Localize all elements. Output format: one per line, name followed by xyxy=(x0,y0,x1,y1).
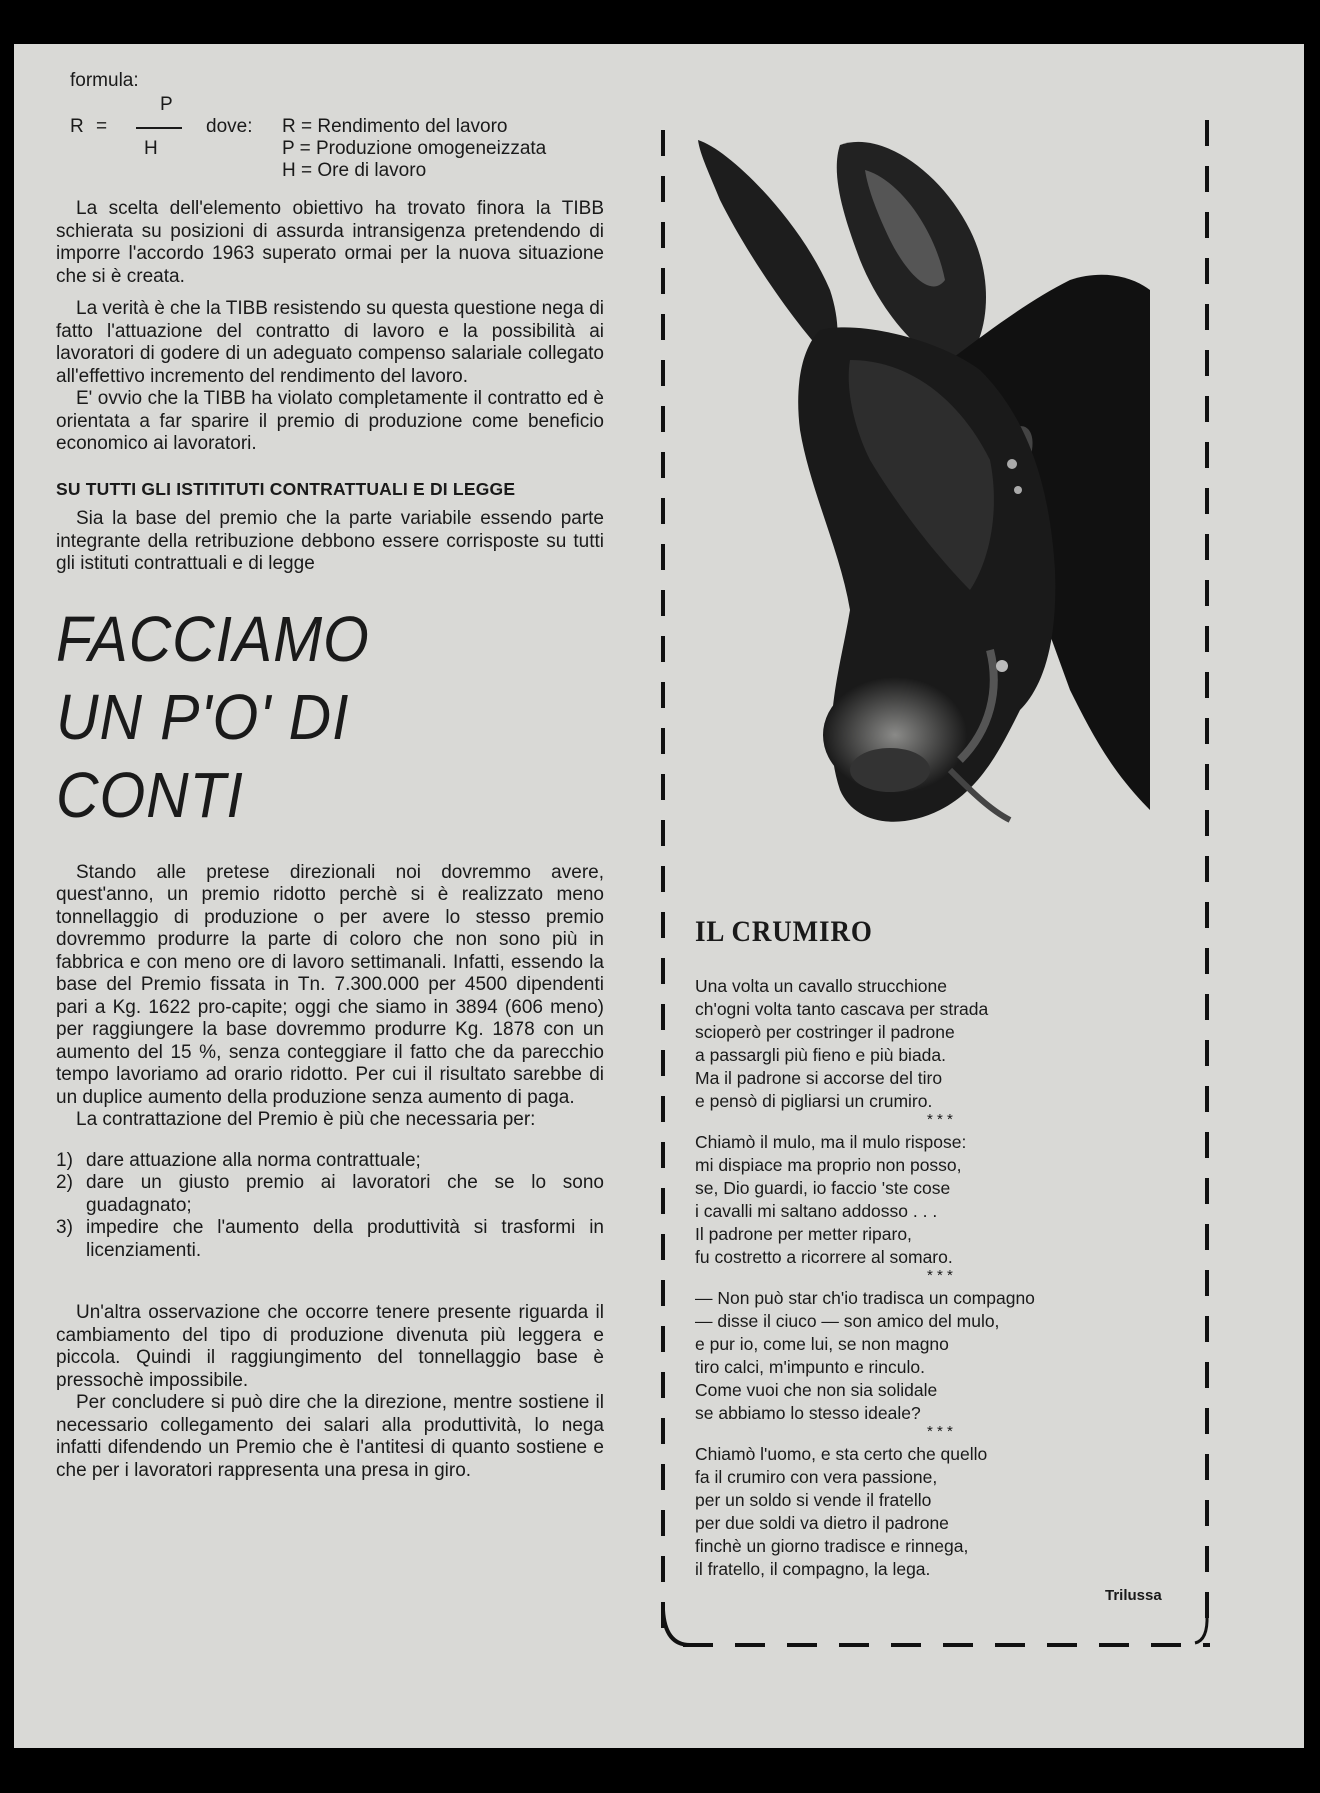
poem-line: mi dispiace ma proprio non posso, xyxy=(695,1155,962,1175)
paragraph-3: E' ovvio che la TIBB ha violato completamente il contratto ed è orientata a far sparire il premio di produzione come beneficio economico ai lavoratori. xyxy=(56,388,604,454)
list-number: 1) xyxy=(56,1149,73,1171)
stanza-separator: * * * xyxy=(927,1423,953,1440)
paragraph-1: La scelta dell'elemento obiettivo ha trovato finora la TIBB schierata su posizioni di assurda intransigenza pretendendo di imporre l'accordo 1963 superato ormai per la nuova situazione che si è creata. xyxy=(56,198,604,287)
donkey-head-image xyxy=(690,130,1210,900)
poem-line: a passargli più fieno e più biada. xyxy=(695,1045,947,1065)
poem-body xyxy=(695,975,1200,1581)
poem-line: Come vuoi che non sia solidale xyxy=(695,1380,938,1400)
paragraph-6: La contrattazione del Premio è più che necessaria per: xyxy=(76,1109,536,1130)
formula-denominator: H xyxy=(144,138,158,159)
paragraph-2: La verità è che la TIBB resistendo su questa questione nega di fatto l'attuazione del contratto di lavoro e la possibilità ai lavoratori di godere di un adeguato compenso salariale collegato all'effettivo incremento del rendimento del lavoro. xyxy=(56,298,604,387)
list-text: dare un giusto premio ai lavoratori che se lo sono guadagnato; xyxy=(86,1172,604,1216)
poem-line: Una volta un cavallo strucchione xyxy=(695,976,947,996)
paragraph-4: Sia la base del premio che la parte variabile essendo parte integrante della retribuzione debbono essere corrisposte su tutti gli istituti contrattuali e di legge xyxy=(56,508,604,574)
formula-def-h: H = Ore di lavoro xyxy=(282,160,427,181)
list-text: impedire che l'aumento della produttività si trasformi in licenziamenti. xyxy=(86,1217,604,1261)
paragraph-7: Un'altra osservazione che occorre tenere presente riguarda il cambiamento del tipo di produzione divenuta più leggera e piccola. Quindi il raggiungimento del tonnellaggio base è pressochè impossibile. xyxy=(56,1302,604,1391)
big-title-line-2: UN P'O' DI xyxy=(56,680,350,753)
poem-line: e pur io, come lui, se non magno xyxy=(695,1334,949,1354)
poem-line: se abbiamo lo stesso ideale? xyxy=(695,1403,921,1423)
section-heading: SU TUTTI GLI ISTITITUTI CONTRATTUALI E DI LEGGE xyxy=(56,478,516,499)
poem-line: il fratello, il compagno, la lega. xyxy=(695,1559,931,1579)
poem-line: tiro calci, m'impunto e rinculo. xyxy=(695,1357,925,1377)
poem-line: ch'ogni volta tanto cascava per strada xyxy=(695,999,989,1019)
poem-line: per due soldi va dietro il padrone xyxy=(695,1513,949,1533)
poem-line: — Non può star ch'io tradisca un compagno xyxy=(695,1288,1035,1308)
formula-numerator: P xyxy=(160,94,173,115)
poem-line: i cavalli mi saltano addosso . . . xyxy=(695,1201,938,1221)
paragraph-8: Per concludere si può dire che la direzione, mentre sostiene il necessario collegamento dei salari alla produttività, lo nega infatti difendendo un Premio che è l'antitesi di quanto sostiene e che per i lavoratori rappresenta una presa in giro. xyxy=(56,1392,604,1481)
paragraph-5: Stando alle pretese direzionali noi dovremmo avere, quest'anno, un premio ridotto perchè si è realizzato meno tonnellaggio di produzione o per avere lo stesso premio dovremmo produrre la parte di coloro che non sono più in fabbrica e con meno ore di lavoro settimanali. Infatti, essendo la base del Premio fissata in Tn. 7.300.000 per 4500 dipendenti pari a Kg. 1622 pro-capite; oggi che siamo in 3894 (606 meno) per raggiungere la base dovremmo produrre Kg. 1878 con un aumento del 15 %, senza conteggiare il fatto che da parecchio tempo lavoriamo ad orario ridotto. Per cui il risultato sarebbe di un duplice aumento della produzione senza aumento di paga. xyxy=(56,861,604,1108)
poem-title: IL CRUMIRO xyxy=(695,915,873,948)
formula-def-r: R = Rendimento del lavoro xyxy=(282,116,508,137)
poem-line: fu costretto a ricorrere al somaro. xyxy=(695,1247,953,1267)
formula-intro: formula: xyxy=(70,70,139,91)
list-number: 3) xyxy=(56,1217,73,1238)
list-text: dare attuazione alla norma contrattuale; xyxy=(86,1149,421,1171)
poem-line: scioperò per costringer il padrone xyxy=(695,1022,955,1042)
stanza-separator: * * * xyxy=(927,1111,953,1128)
poem-line: fa il crumiro con vera passione, xyxy=(695,1467,938,1487)
stanza-separator: * * * xyxy=(927,1267,953,1284)
list-number: 2) xyxy=(56,1172,73,1193)
poem-line: se, Dio guardi, io faccio 'ste cose xyxy=(695,1178,951,1198)
big-title-line-1: FACCIAMO xyxy=(56,602,370,675)
poem-line: Ma il padrone si accorse del tiro xyxy=(695,1068,943,1088)
formula-dove: dove: xyxy=(206,116,253,137)
poem-line: — disse il ciuco — son amico del mulo, xyxy=(695,1311,1000,1331)
formula-def-p: P = Produzione omogeneizzata xyxy=(282,138,547,159)
big-title-line-3: CONTI xyxy=(56,758,244,831)
poem-line: finchè un giorno tradisce e rinnega, xyxy=(695,1536,969,1556)
poem-line: e pensò di pigliarsi un crumiro. xyxy=(695,1091,933,1111)
formula-eq: = xyxy=(96,116,108,137)
poem-line: per un soldo si vende il fratello xyxy=(695,1490,932,1510)
formula-r: R xyxy=(70,116,84,137)
poem-line: Il padrone per metter riparo, xyxy=(695,1224,912,1244)
poem-line: Chiamò l'uomo, e sta certo che quello xyxy=(695,1444,988,1464)
poem-box xyxy=(695,915,1200,1581)
poem-line: Chiamò il mulo, ma il mulo rispose: xyxy=(695,1132,967,1152)
poem-author: Trilussa xyxy=(1105,1587,1162,1604)
